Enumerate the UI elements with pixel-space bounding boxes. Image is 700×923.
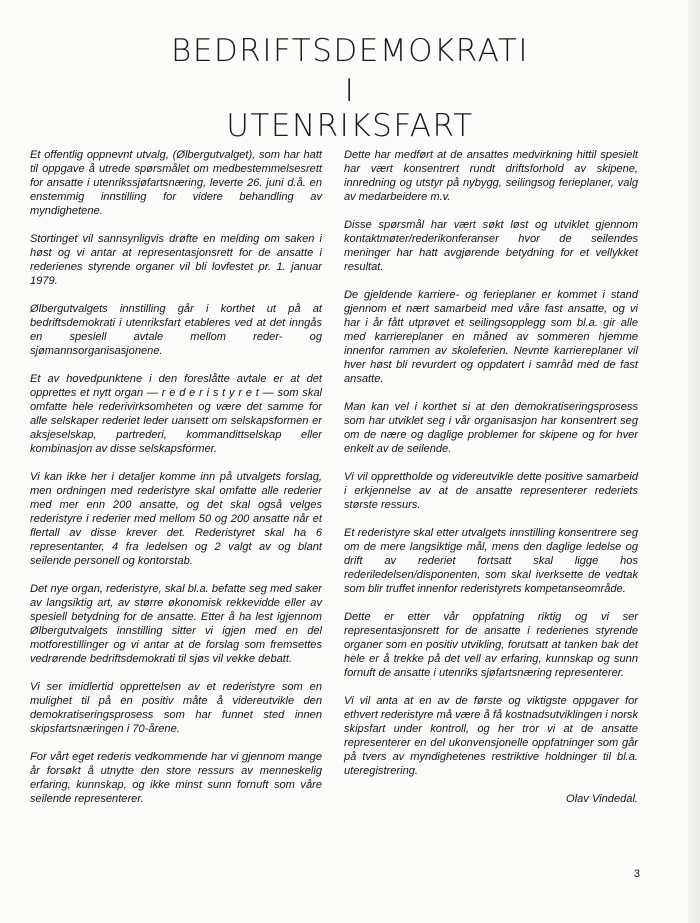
paragraph: Et av hovedpunktene i den foreslåtte avtale er at det opprettes et nytt organ — r e d e r i s t y r e t — som skal omfatte hele rederivirksomheten og være det samme for alle selskaper rederiet leder uansett om selskapsformen er aksjeselskap, partrederi, kommandittselskap eller kombinasjon av disse selskapsformer.	[30, 373, 322, 455]
paragraph: De gjeldende karriere- og ferieplaner er kommet i stand gjennom et nært samarbeid med våre fast ansatte, og vi har i år fått utprøvet et seilingsopplegg som bl.a. gir alle med karriereplaner en måned av sommeren hjemme innenfor rammen av skoleferien. Nevnte karriereplaner vil hver høst bli revurdert og oppdatert i samråd med de fast ansatte.	[344, 289, 638, 385]
paragraph: Man kan vel i korthet si at den demokratiseringsprosess som har utviklet seg i vår organisasjon har konsentrert seg om de nære og daglige problemer for skipene og for hver enkelt av de seilende.	[344, 401, 638, 455]
title-line-3: UTENRIKSFART	[226, 108, 474, 144]
paragraph: Stortinget vil sannsynligvis drøfte en melding om saken i høst og vi antar at representasjonsrett for de ansatte i rederienes styrende organer vil bli lovfestet pr. 1. januar 1979.	[30, 233, 322, 287]
paragraph: Dette er etter vår oppfatning riktig og vi ser representasjonsrett for de ansatte i rederienes styrende organer som en positiv utvikling, forutsatt at tanken bak det hele er å trekke på det vell av erfaring, kunnskap og sunn fornuft de ansatte i utenriks sjøfartsnæring representerer.	[344, 611, 638, 679]
paragraph: Ølbergutvalgets innstilling går i korthet ut på at bedriftsdemokrati i utenriksfart etableres ved at det inngås en spesiell avtale mellom reder- og sjømannsorganisasjonene.	[30, 303, 322, 357]
page-number: 3	[633, 868, 640, 880]
paragraph: Vi kan ikke her i detaljer komme inn på utvalgets forslag, men ordningen med rederistyre skal omfatte alle rederier med mer enn 200 ansatte, og det skal også velges rederistyre i rederier med mellom 50 og 200 ansatte når et flertall av disse krever det. Rederistyret skal ha 6 representanter, 4 fra ledelsen og 2 valgt av og blant seilende personell og kontorstab.	[30, 471, 322, 567]
paragraph: Vi vil opprettholde og videreutvikle dette positive samarbeid i erkjennelse av at de ansatte representerer rederiets største ressurs.	[344, 471, 638, 511]
right-column	[344, 148, 638, 820]
paragraph: Disse spørsmål har vært søkt løst og utviklet gjennom kontaktmøter/rederikonferanser hvor de seilendes meninger har hatt avgjørende betydning for et vellykket resultat.	[344, 219, 638, 273]
paragraph: Vi ser imidlertid opprettelsen av et rederistyre som en mulighet til på en positiv måte å videreutvikle den demokratiseringsprosess som har funnet sted innen skipsfartsnæringen i 70-årene.	[30, 681, 322, 735]
left-column	[30, 148, 322, 820]
paragraph: Vi vil anta at en av de første og viktigste oppgaver for ethvert rederistyre må være å få kostnadsutviklingen i norsk skipsfart under kontroll, og her tror vi at de ansatte representerer en del ukonvensjonelle oppfatninger som går på tvers av myndighetenes restriktive holdninger til bl.a. uteregistrering.	[344, 695, 638, 777]
paragraph: For vårt eget rederis vedkommende har vi gjennom mange år forsøkt å utnytte den store ressurs av menneskelig erfaring, kunnskap, og ikke minst sunn fornuft som våre seilende representerer.	[30, 751, 322, 805]
paragraph: Det nye organ, rederistyre, skal bl.a. befatte seg med saker av langsiktig art, av større økonomisk rekkevidde eller av spesiell betydning for de ansatte. Etter å ha lest igjennom Ølbergutvalgets innstilling sitter vi igjen med en del motforestillinger og vi antar at de forslag som fremsettes vedrørende bedriftsdemokrati til sjøs vil vekke debatt.	[30, 583, 322, 665]
title-line-2: I	[344, 73, 356, 109]
author-signature: Olav Vindedal.	[566, 793, 638, 805]
title-line-1: BEDRIFTSDEMOKRATI	[171, 33, 529, 69]
article-title	[0, 33, 700, 145]
paragraph: Dette har medført at de ansattes medvirkning hittil spesielt har vært konsentrert rundt driftsforhold av skipene, innredning og utstyr på nybygg, seilingsog ferieplaner, valg av medarbeidere m.v.	[344, 149, 638, 203]
paragraph: Et offentlig oppnevnt utvalg, (Ølbergutvalget), som har hatt til oppgave å utrede spørsmålet om medbestemmelsesrett for ansatte i utenrikssjøfartsnæring, leverte 26. juni d.å. en enstemmig innstilling for videre behandling av myndighetene.	[30, 149, 322, 217]
paragraph: Et rederistyre skal etter utvalgets innstilling konsentrere seg om de mere langsiktige mål, mens den daglige ledelse og drift av rederiet fortsatt skal ligge hos rederiledelsen/disponenten, som skal iverksette de vedtak som blir truffet innenfor rederistyrets kompetanseområde.	[344, 527, 638, 595]
